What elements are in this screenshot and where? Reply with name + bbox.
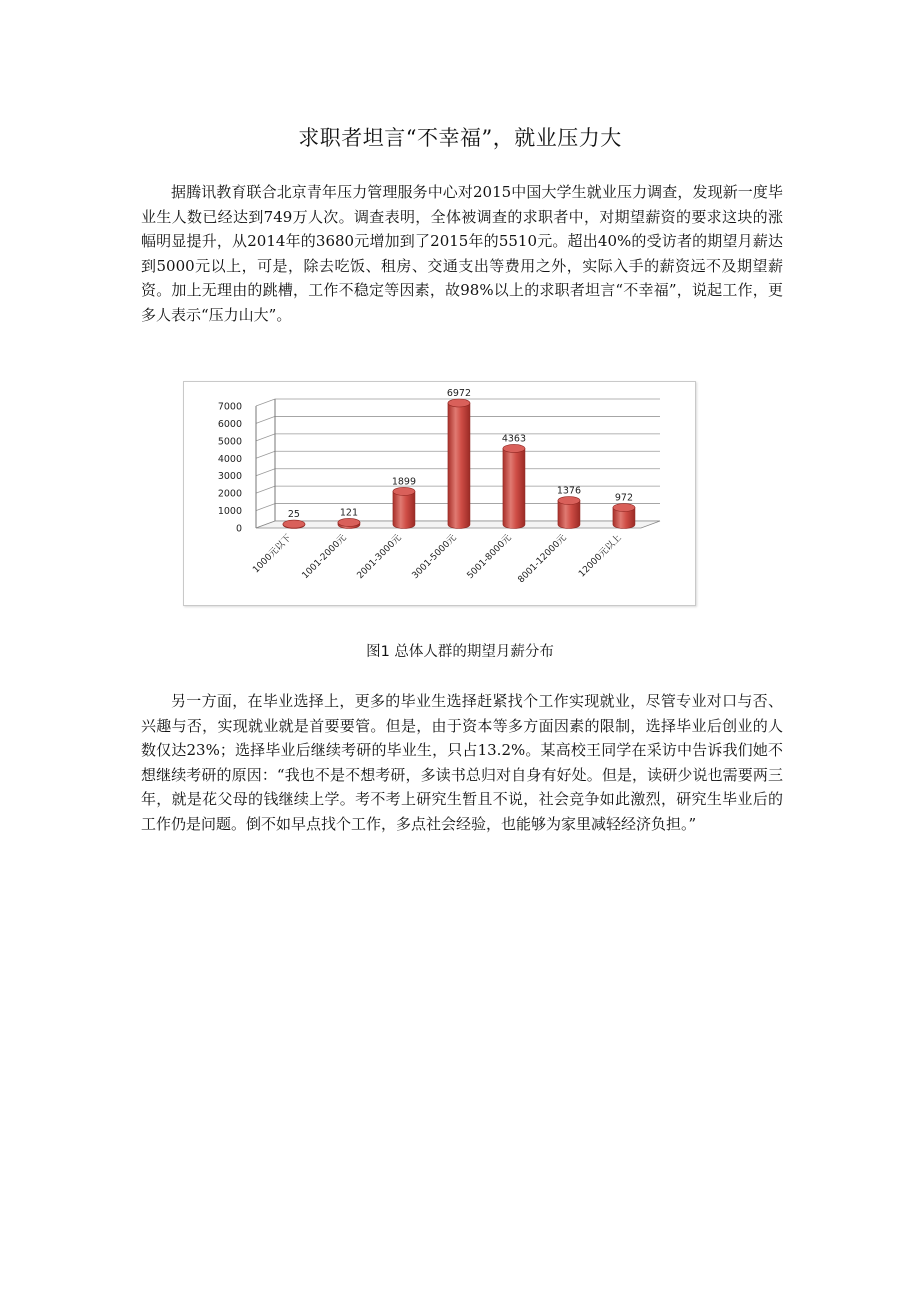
data-label: 4363: [501, 433, 527, 445]
bar-top-2001-3000元: [393, 487, 415, 495]
x-tick-label: 1000元以下: [251, 533, 294, 576]
gridline-side: [256, 416, 275, 423]
data-label: 1376: [556, 485, 582, 497]
paragraph-1: 据腾讯教育联合北京青年压力管理服务中心对2015中国大学生就业压力调查，发现新一度毕业生人数已经达到749万人次。调查表明，全体被调查的求职者中，对期望薪资的要求这块的涨幅明显提升，从2014年的3680元增加到了2015年的5510元。超出40%的受访者的期望月薪达到5000元以上，可是，除去吃饭、租房、交通支出等费用之外，实际入手的薪资远不及期望薪资。加上无理由的跳槽，工作不稳定等因素，故98%以上的求职者坦言“不幸福”，说起工作，更多人表示“压力山大”。: [141, 183, 783, 324]
x-tick-label: 8001-12000元: [516, 533, 569, 586]
page-title: 求职者坦言“不幸福”，就业压力大: [298, 126, 622, 150]
bar-5001-8000元: [503, 448, 525, 528]
figure-caption: 图1 总体人群的期望月薪分布: [366, 644, 554, 660]
x-tick-label: 3001-5000元: [410, 533, 459, 582]
salary-chart-figure: [183, 381, 696, 606]
data-label: 6972: [446, 387, 472, 399]
gridline-side: [256, 486, 275, 493]
bar-top-1000元以下: [283, 520, 305, 528]
x-tick-label: 12000元以上: [577, 533, 624, 580]
data-label: 121: [339, 507, 359, 519]
bar-top-5001-8000元: [503, 444, 525, 452]
gridline-side: [256, 399, 275, 406]
y-tick-label: 7000: [217, 401, 242, 413]
y-tick-label: 6000: [217, 418, 242, 430]
gridline-side: [256, 469, 275, 476]
data-label: 972: [614, 492, 634, 504]
bar-top-1001-2000元: [338, 518, 360, 526]
bar-top-12000元以上: [613, 504, 635, 512]
x-tick-label: 2001-3000元: [355, 533, 404, 582]
bar-3001-5000元: [448, 403, 470, 529]
gridline-side: [256, 504, 275, 511]
data-label: 25: [287, 509, 300, 521]
salary-bar-chart: [184, 382, 695, 605]
data-label: 1899: [391, 476, 417, 488]
gridline-side: [256, 451, 275, 458]
gridline-side: [256, 434, 275, 441]
x-tick-label: 5001-8000元: [465, 533, 514, 582]
bar-2001-3000元: [393, 491, 415, 528]
bar-top-3001-5000元: [448, 399, 470, 407]
y-tick-label: 4000: [217, 453, 242, 465]
bar-top-8001-12000元: [558, 497, 580, 505]
y-tick-label: 2000: [217, 488, 242, 500]
y-tick-label: 1000: [217, 506, 242, 518]
paragraph-2: 另一方面，在毕业选择上，更多的毕业生选择赶紧找个工作实现就业，尽管专业对口与否、兴趣与否，实现就业就是首要要管。但是，由于资本等多方面因素的限制，选择毕业后创业的人数仅达23%；选择毕业后继续考研的毕业生，只占13.2%。某高校王同学在采访中告诉我们她不想继续考研的原因：“我也不是不想考研，多读书总归对自身有好处。但是，读研少说也需要两三年，就是花父母的钱继续上学。考不考上研究生暂且不说，社会竞争如此激烈，研究生毕业后的工作仍是问题。倒不如早点找个工作，多点社会经验，也能够为家里减轻经济负担。”: [141, 692, 783, 833]
x-tick-label: 1001-2000元: [300, 533, 349, 582]
y-tick-label: 0: [235, 523, 242, 535]
y-tick-label: 3000: [217, 471, 242, 483]
y-tick-label: 5000: [217, 436, 242, 448]
